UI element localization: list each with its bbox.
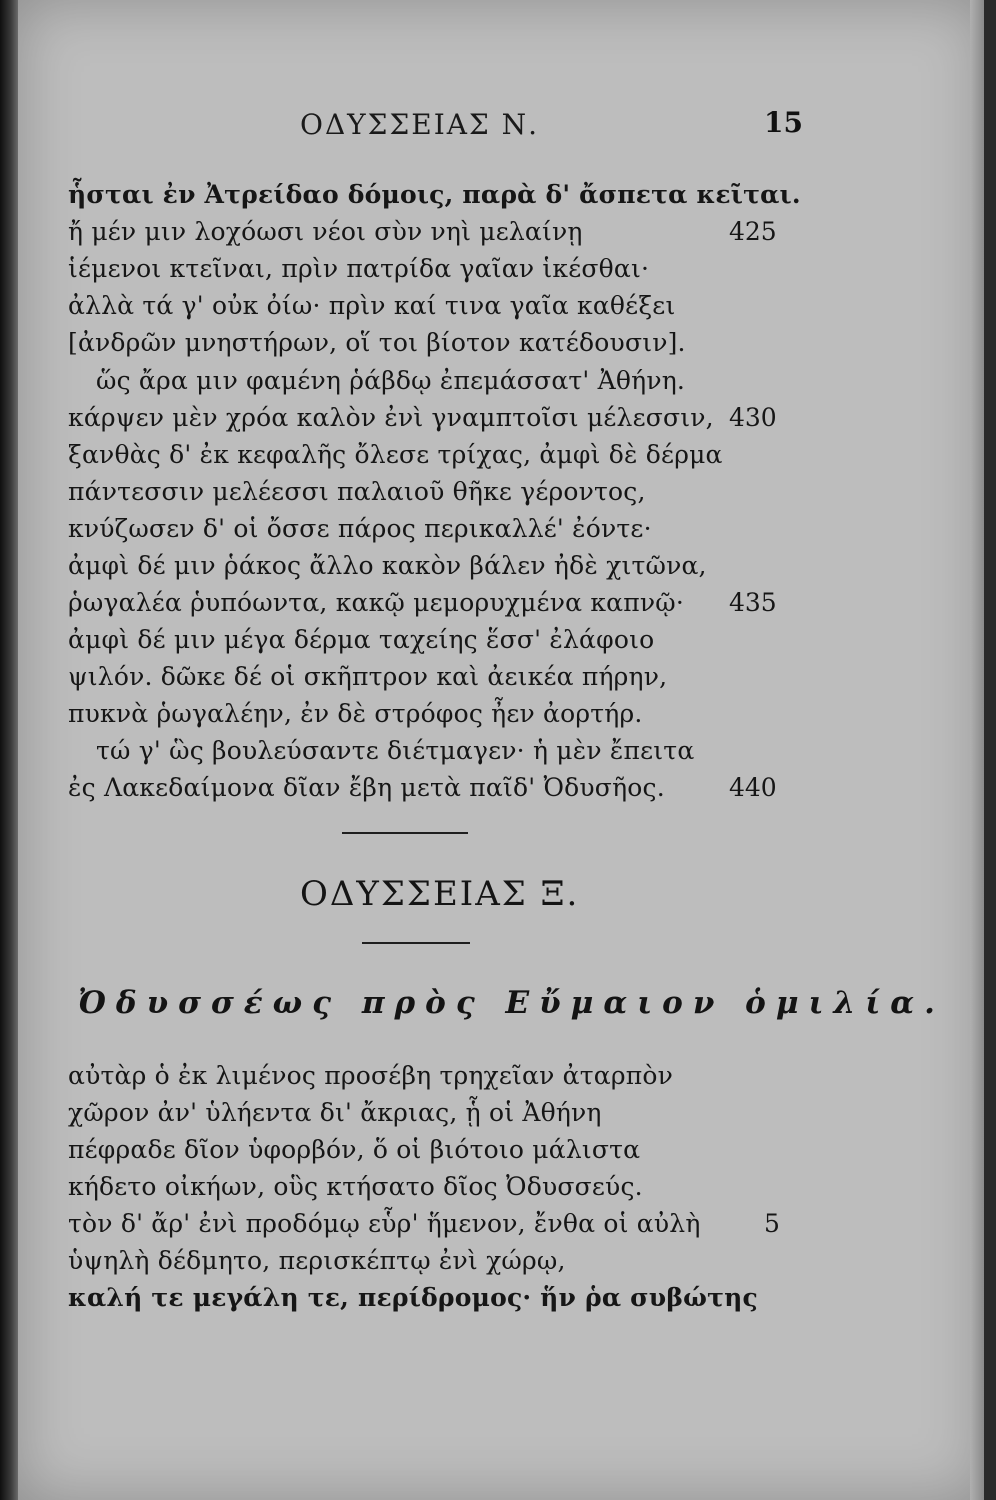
running-title: ΟΔΥΣΣΕΙΑΣ Ν.: [300, 108, 540, 141]
verse-line: ὥς ἄρα μιν φαμένη ῥάβδῳ ἐπεμάσσατ' Ἀθήνη.: [96, 366, 686, 395]
verse-line: τὸν δ' ἄρ' ἐνὶ προδόμῳ εὗρ' ἥμενον, ἔνθα οἱ αὐλὴ: [68, 1209, 701, 1238]
verse-line: ἀμφὶ δέ μιν ῥάκος ἄλλο κακὸν βάλεν ἠδὲ χιτῶνα,: [68, 551, 707, 580]
section-divider: [342, 832, 468, 834]
page-right-edge: [970, 0, 984, 1500]
verse-line: ὑψηλὴ δέδμητο, περισκέπτῳ ἐνὶ χώρῳ,: [68, 1246, 566, 1275]
verse-line: ῥωγαλέα ῥυπόωντα, κακῷ μεμορυχμένα καπνῷ·: [68, 588, 685, 617]
line-number: 435: [729, 588, 777, 617]
verse-line: αὐτὰρ ὁ ἐκ λιμένος προσέβη τρηχεῖαν ἀταρπὸν: [68, 1061, 674, 1090]
verse-line: πάντεσσιν μελέεσσι παλαιοῦ θῆκε γέροντος,: [68, 477, 646, 506]
verse-line: ἀμφὶ δέ μιν μέγα δέρμα ταχείης ἕσσ' ἐλάφοιο: [68, 625, 655, 654]
line-number: 5: [764, 1209, 780, 1238]
verse-line: χῶρον ἀν' ὑλήεντα δι' ἄκριας, ᾗ οἱ Ἀθήνη: [68, 1098, 602, 1127]
book-title: ΟΔΥΣΣΕΙΑΣ Ξ.: [300, 874, 580, 914]
section-subtitle: Ὀδυσσέως πρὸς Εὔμαιον ὁμιλία.: [78, 985, 945, 1021]
verse-line: κήδετο οἰκήων, οὓς κτήσατο δῖος Ὀδυσσεύς.: [68, 1172, 643, 1201]
verse-line: ἐς Λακεδαίμονα δῖαν ἔβη μετὰ παῖδ' Ὀδυσῆος.: [68, 773, 665, 802]
verse-line: [ἀνδρῶν μνηστήρων, οἵ τοι βίοτον κατέδουσιν].: [68, 328, 686, 357]
page-number: 15: [764, 106, 803, 139]
verse-line: ἀλλὰ τά γ' οὐκ ὀίω· πρὶν καί τινα γαῖα καθέξει: [68, 291, 676, 320]
line-number: 440: [729, 773, 777, 802]
verse-line: ψιλόν. δῶκε δέ οἱ σκῆπτρον καὶ ἀεικέα πήρην,: [68, 662, 668, 691]
verse-line: ἱέμενοι κτεῖναι, πρὶν πατρίδα γαῖαν ἱκέσθαι·: [68, 254, 650, 283]
page-gutter-shadow: [0, 0, 18, 1500]
book-page: [18, 0, 984, 1500]
verse-line: πέφραδε δῖον ὑφορβόν, ὅ οἱ βιότοιο μάλιστα: [68, 1135, 641, 1164]
title-underline: [362, 942, 470, 944]
line-number: 425: [729, 217, 777, 246]
verse-line: κάρψεν μὲν χρόα καλὸν ἐνὶ γναμπτοῖσι μέλεσσιν,: [68, 403, 714, 432]
verse-line: ἧσται ἐν Ἀτρείδαο δόμοις, παρὰ δ' ἄσπετα κεῖται.: [68, 180, 801, 209]
verse-line: κνύζωσεν δ' οἱ ὄσσε πάρος περικαλλέ' ἐόντε·: [68, 514, 652, 543]
verse-line: πυκνὰ ῥωγαλέην, ἐν δὲ στρόφος ἦεν ἀορτήρ.: [68, 699, 643, 728]
verse-line: καλή τε μεγάλη τε, περίδρομος· ἥν ῥα συβώτης: [68, 1283, 758, 1312]
line-number: 430: [729, 403, 777, 432]
verse-line: τώ γ' ὣς βουλεύσαντε διέτμαγεν· ἡ μὲν ἔπειτα: [96, 736, 695, 765]
verse-line: ἤ μέν μιν λοχόωσι νέοι σὺν νηὶ μελαίνῃ: [68, 217, 583, 246]
verse-line: ξανθὰς δ' ἐκ κεφαλῆς ὄλεσε τρίχας, ἀμφὶ δὲ δέρμα: [68, 440, 723, 469]
